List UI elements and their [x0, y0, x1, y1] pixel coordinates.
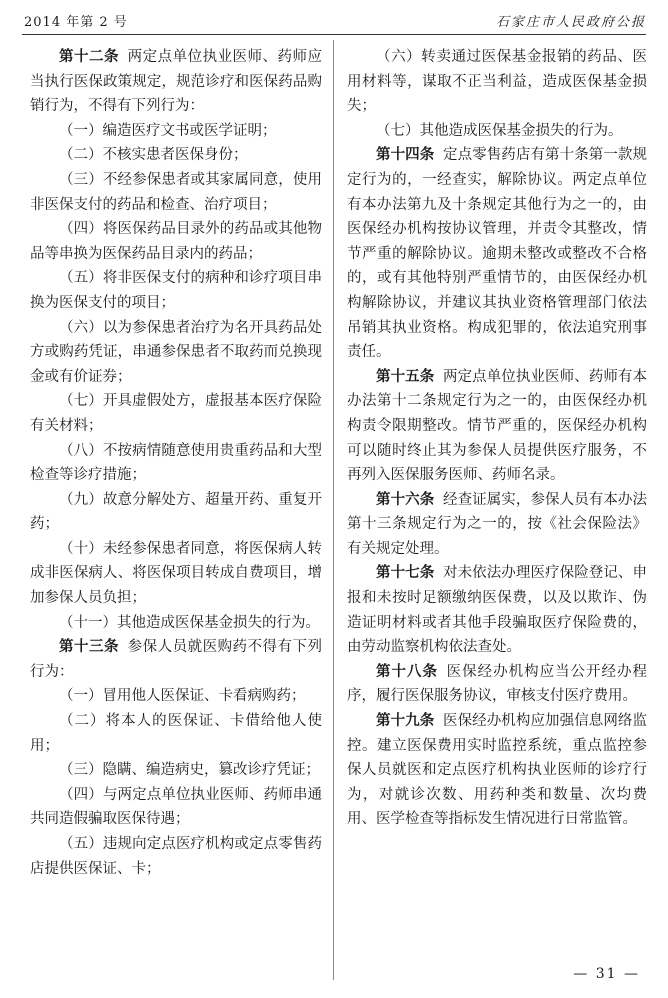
column-divider [333, 40, 334, 980]
paragraph-text: 医保经办机构应加强信息网络监控。建立医保费用实时监控系统，重点监控参保人员就医和定点医疗机构执业医师的诊疗行为，对就诊次数、用药种类和数量、次均费用、医学检查等指标发生情况进行日常监管。 [347, 713, 648, 828]
list-item [30, 389, 322, 438]
paragraph-text: （六）转卖通过医保基金报销的药品、医用材料等，谋取不正当利益，造成医保基金损失； [347, 49, 647, 115]
page-header [0, 0, 668, 40]
paragraph-text: （一）编造医疗文书或医学证明； [59, 122, 277, 139]
article-number: 第十三条 [59, 638, 119, 656]
article-number: 第十八条 [376, 662, 438, 680]
left-column [30, 45, 322, 881]
list-item [30, 611, 322, 636]
list-item [30, 758, 322, 783]
list-item [30, 488, 322, 537]
paragraph-text: 两定点单位执业医师、药师有本办法第十二条规定行为之一的，由医保经办机构责令限期整改。情节严重的，医保经办机构可以随时终止其为参保人员提供医疗服务，不再列入医保服务医师、药师名录。 [347, 368, 648, 484]
article-paragraph [347, 365, 647, 488]
paragraph-text: （五）将非医保支付的病种和诊疗项目串换为医保支付的项目； [30, 270, 322, 311]
list-item [30, 217, 322, 266]
paragraph-text: （二）将本人的医保证、卡借给他人使用； [30, 713, 322, 754]
article-paragraph [30, 45, 322, 119]
paragraph-text: 参保人员就医购药不得有下列行为： [30, 639, 322, 680]
right-column [347, 45, 647, 832]
list-item [347, 45, 647, 119]
list-item [30, 709, 322, 758]
paragraph-text: （三）隐瞒、编造病史，篡改诊疗凭证； [59, 762, 320, 779]
paragraph-text: （九）故意分解处方、超量开药、重复开药； [30, 491, 322, 533]
publication-title: 石家庄市人民政府公报 [495, 15, 646, 30]
paragraph-text: （八）不按病情随意使用贵重药品和大型检查等诊疗措施； [30, 442, 322, 484]
paragraph-text: （十一）其他造成医保基金损失的行为。 [59, 614, 320, 631]
paragraph-text: （一）冒用他人医保证、卡看病购药； [59, 688, 306, 705]
issue-label: 2014 年第 2 号 [24, 15, 128, 30]
article-paragraph [347, 143, 647, 364]
article-number: 第十七条 [376, 564, 435, 582]
list-item [30, 168, 322, 217]
article-number: 第十二条 [59, 48, 119, 65]
article-paragraph [30, 635, 322, 684]
paragraph-text: （七）其他造成医保基金损失的行为。 [376, 122, 623, 139]
paragraph-text: （五）违规向定点医疗机构或定点零售药店提供医保证、卡； [30, 836, 322, 877]
paragraph-text: 定点零售药店有第十条第一款规定行为的，一经查实，解除协议。两定点单位有本办法第九及十条规定其他行为之一的，由医保经办机构按协议管理，并责令其整改，情节严重的解除协议。逾期未整改或整改不合格的，或有其他特别严重情节的，由医保经办机构解除协议，并建议其执业资格管理部门依法吊销其执业资格。构成犯罪的，依法追究刑事责任。 [347, 147, 648, 361]
list-item [30, 684, 322, 709]
article-number: 第十四条 [376, 146, 435, 164]
paragraph-text: （二）不核实患者医保身份； [59, 147, 248, 164]
list-item [30, 783, 322, 832]
list-item [30, 266, 322, 315]
paragraph-text: 医保经办机构应当公开经办程序，履行医保服务协议，审核支付医疗费用。 [347, 663, 647, 705]
paragraph-text: （六）以为参保患者治疗为名开具药品处方或购药凭证，串通参保患者不取药而兑换现金或有价证券； [30, 319, 322, 385]
article-paragraph [347, 488, 647, 562]
header-rule [22, 34, 646, 35]
list-item [30, 537, 322, 611]
paragraph-text: （七）开具虚假处方，虚报基本医疗保险有关材料； [30, 393, 322, 434]
page-number: — 31 — [573, 966, 640, 982]
paragraph-text: （四）与两定点单位执业医师、药师串通共同造假骗取医保待遇； [30, 786, 322, 828]
paragraph-text: （三）不经参保患者或其家属同意，使用非医保支付的药品和检查、治疗项目； [30, 171, 322, 213]
article-paragraph [347, 709, 647, 832]
article-paragraph [347, 561, 647, 659]
paragraph-text: 对未依法办理医疗保险登记、申报和未按时足额缴纳医保费，以及以欺诈、伪造证明材料或者其他手段骗取医疗保险费的，由劳动监察机构依法查处。 [347, 565, 648, 656]
list-item [347, 119, 647, 144]
list-item [30, 832, 322, 881]
article-paragraph [347, 660, 647, 709]
paragraph-text: 两定点单位执业医师、药师应当执行医保政策规定，规范诊疗和医保药品购销行为，不得有下列行为： [30, 49, 322, 115]
article-number: 第十九条 [376, 712, 435, 730]
article-number: 第十五条 [376, 367, 435, 385]
list-item [30, 119, 322, 144]
paragraph-text: （四）将医保药品目录外的药品或其他物品等串换为医保药品目录内的药品； [30, 221, 322, 262]
list-item [30, 439, 322, 488]
paragraph-text: 经查证属实，参保人员有本办法第十三条规定行为之一的，按《社会保险法》有关规定处理。 [347, 491, 648, 557]
list-item [30, 316, 322, 390]
paragraph-text: （十）未经参保患者同意，将医保病人转成非医保病人、将医保项目转成自费项目，增加参保人员负担； [30, 540, 322, 607]
list-item [30, 143, 322, 168]
article-number: 第十六条 [376, 490, 435, 508]
